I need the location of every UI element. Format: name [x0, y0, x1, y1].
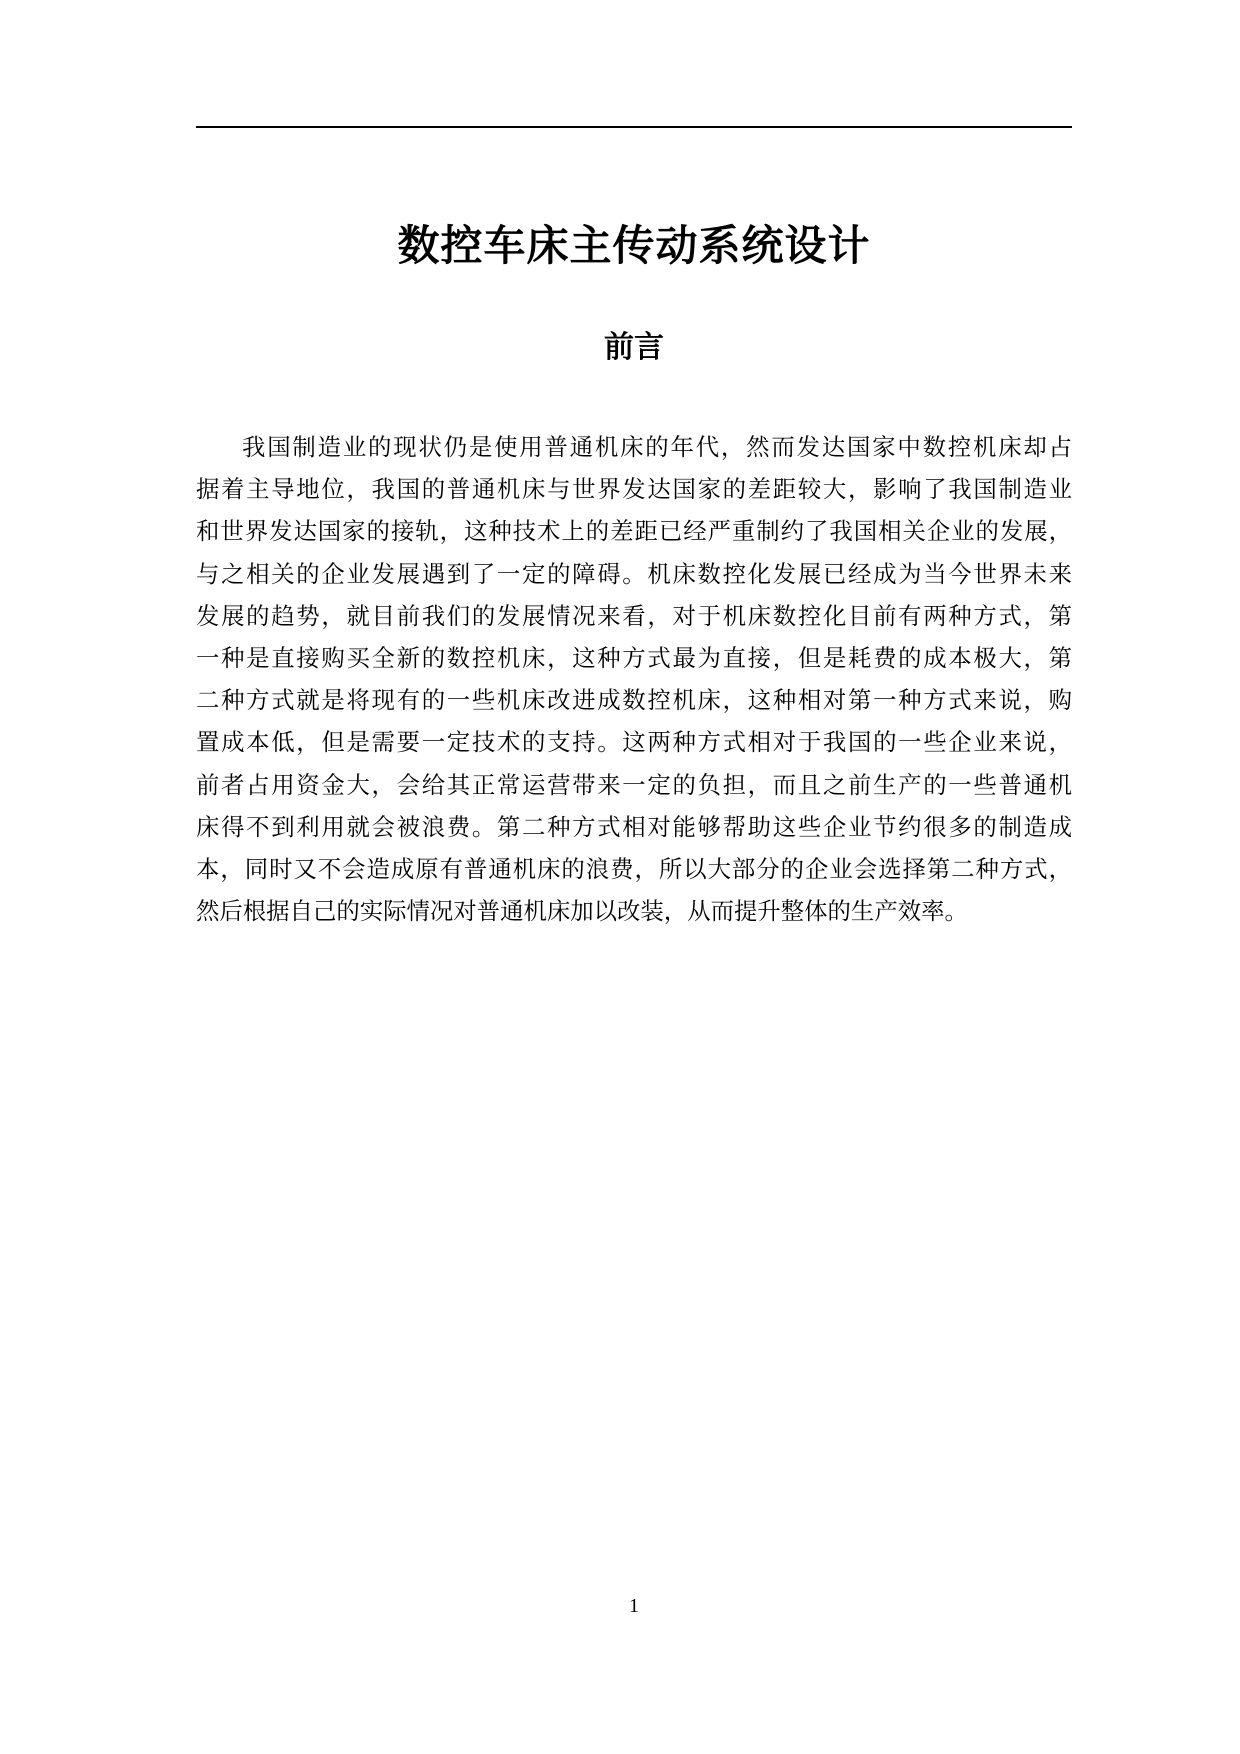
paragraph-line: 二种方式就是将现有的一些机床改进成数控机床，这种相对第一种方式来说，购 — [196, 686, 1072, 715]
document-title: 数控车床主传动系统设计 — [397, 221, 871, 270]
paragraph-line: 据着主导地位，我国的普通机床与世界发达国家的差距较大，影响了我国制造业 — [196, 475, 1072, 504]
paragraph-line: 然后根据自己的实际情况对普通机床加以改装，从而提升整体的生产效率。 — [196, 897, 968, 926]
paragraph-line: 与之相关的企业发展遇到了一定的障碍。机床数控化发展已经成为当今世界未来 — [196, 559, 1072, 588]
paragraph-line: 发展的趋势，就目前我们的发展情况来看，对于机床数控化目前有两种方式，第 — [196, 601, 1072, 630]
paragraph-line: 本，同时又不会造成原有普通机床的浪费，所以大部分的企业会选择第二种方式， — [196, 855, 1072, 884]
paragraph-line: 我国制造业的现状仍是使用普通机床的年代，然而发达国家中数控机床却占 — [242, 433, 1072, 461]
preface-paragraph — [196, 426, 1072, 932]
paragraph-line: 置成本低，但是需要一定技术的支持。这两种方式相对于我国的一些企业来说， — [196, 728, 1072, 757]
page-number: 1 — [629, 1595, 639, 1617]
paragraph-line: 一种是直接购买全新的数控机床，这种方式最为直接，但是耗费的成本极大，第 — [196, 644, 1072, 673]
section-heading-preface: 前言 — [604, 330, 664, 365]
paragraph-line: 和世界发达国家的接轨，这种技术上的差距已经严重制约了我国相关企业的发展， — [196, 517, 1072, 546]
paragraph-line: 前者占用资金大，会给其正常运营带来一定的负担，而且之前生产的一些普通机 — [196, 770, 1072, 799]
paragraph-line: 床得不到利用就会被浪费。第二种方式相对能够帮助这些企业节约很多的制造成 — [196, 812, 1072, 841]
header-rule — [196, 126, 1072, 128]
